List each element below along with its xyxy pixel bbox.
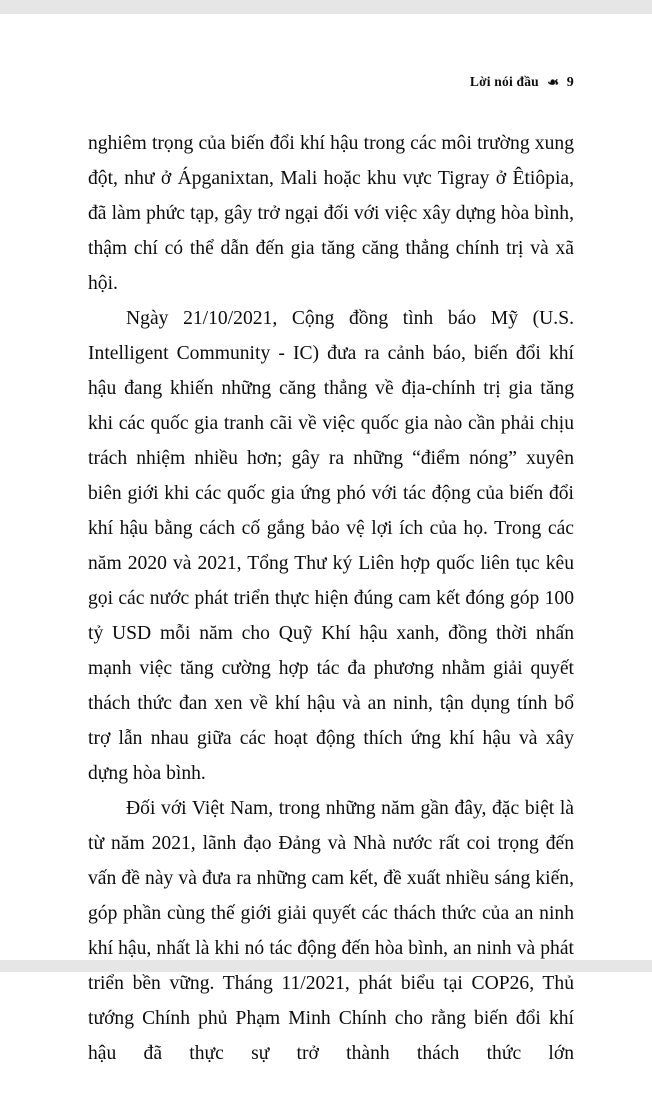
viewer-top-band (0, 0, 652, 14)
running-header-title: Lời nói đầu (469, 74, 539, 89)
running-header (88, 74, 574, 91)
paragraph: nghiêm trọng của biến đổi khí hậu trong các môi trường xung đột, như ở Ápganixtan, Mali hoặc khu vực Tigray ở Êtiôpia, đã làm phức tạp, gây trở ngại đối với việc xây dựng hòa bình, thậm chí có thể dẫn đến gia tăng căng thẳng chính trị và xã hội. (88, 133, 574, 294)
leaf-flourish-ornament-icon: ❧ (546, 76, 559, 91)
paragraph: Đối với Việt Nam, trong những năm gần đây, đặc biệt là từ năm 2021, lãnh đạo Đảng và Nhà nước rất coi trọng đến vấn đề này và đưa ra những cam kết, đề xuất nhiều sáng kiến, góp phần cùng thế giới giải quyết các thách thức của an ninh khí hậu, nhất là khi nó tác động đến hòa bình, an ninh và phát triển bền vững. Tháng 11/2021, phát biểu tại COP26, Thủ tướng Chính phủ Phạm Minh Chính cho rằng biến đổi khí hậu đã thực sự trở thành thách thức lớn (88, 798, 574, 1064)
viewer-bottom-band (0, 960, 652, 972)
book-page (0, 14, 652, 1064)
body-text-block (88, 126, 574, 1106)
page-number: 9 (566, 75, 574, 90)
paragraph: Ngày 21/10/2021, Cộng đồng tình báo Mỹ (U.S. Intelligent Community - IC) đưa ra cảnh báo, biến đổi khí hậu đang khiến những căng thẳng về địa-chính trị gia tăng khi các quốc gia tranh cãi về việc quốc gia nào cần phải chịu trách nhiệm nhiều hơn; gây ra những “điểm nóng” xuyên biên giới khi các quốc gia ứng phó với tác động của biến đổi khí hậu bằng cách cố gắng bảo vệ lợi ích của họ. Trong các năm 2020 và 2021, Tổng Thư ký Liên hợp quốc liên tục kêu gọi các nước phát triển thực hiện đúng cam kết đóng góp 100 tỷ USD mỗi năm cho Quỹ Khí hậu xanh, đồng thời nhấn mạnh việc tăng cường hợp tác đa phương nhằm giải quyết thách thức đan xen về khí hậu và an ninh, tận dụng tính bổ trợ lẫn nhau giữa các hoạt động thích ứng khí hậu và xây dựng hòa bình. (88, 308, 574, 784)
